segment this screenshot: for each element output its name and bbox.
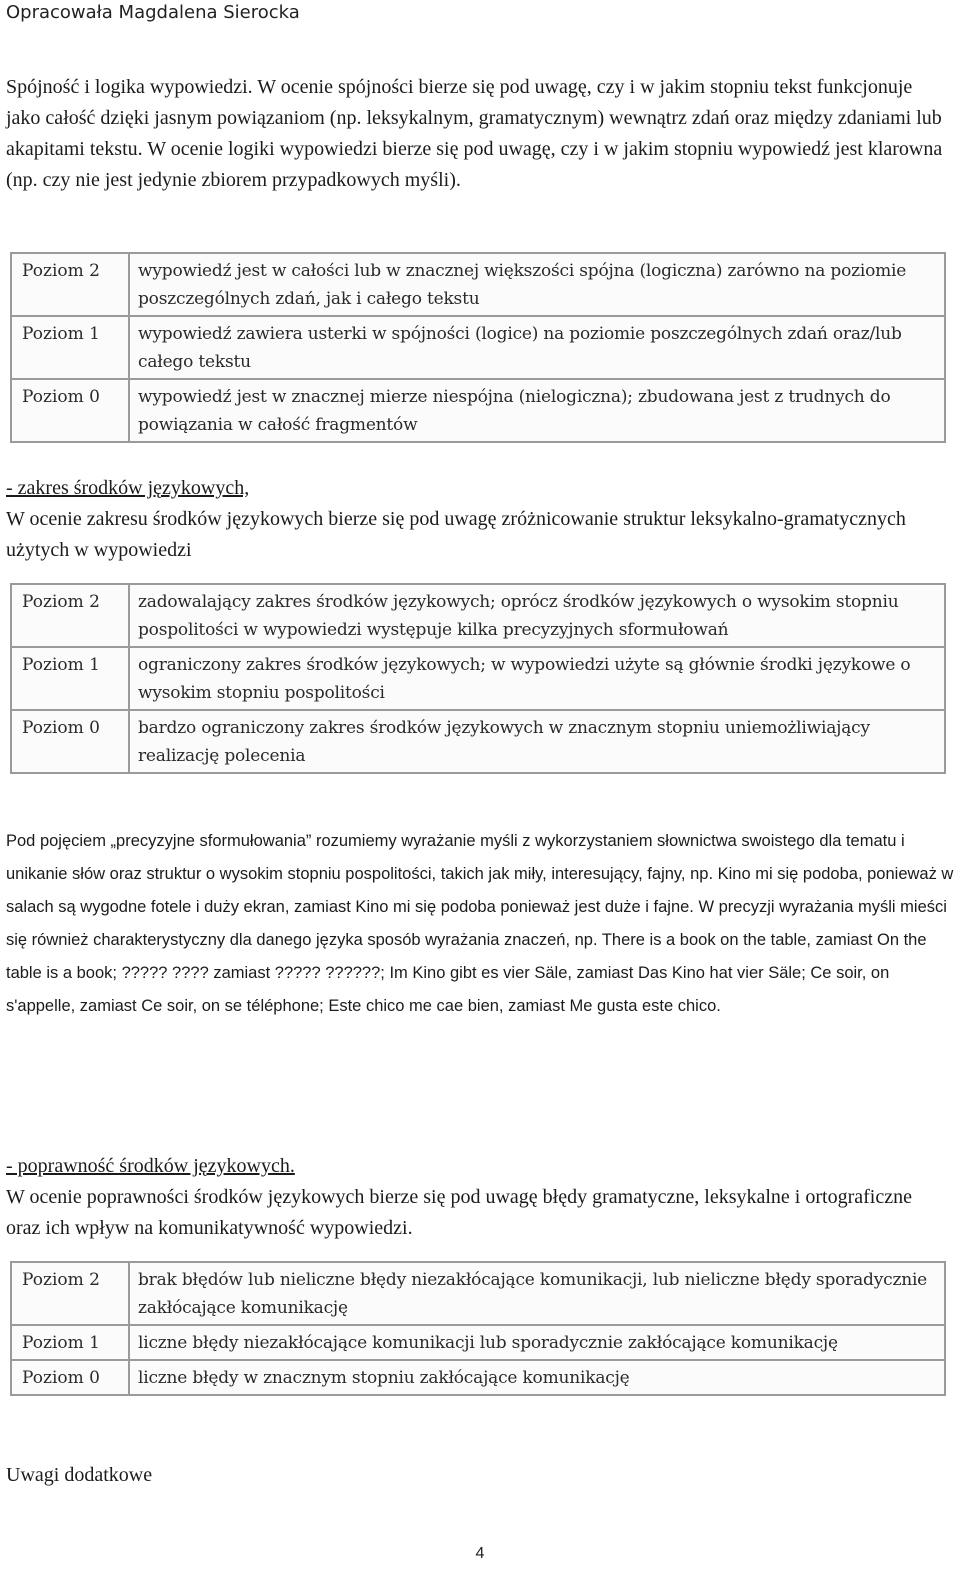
level-description: wypowiedź zawiera usterki w spójności (logice) na poziomie poszczególnych zdań oraz/lub całego tekstu — [129, 316, 945, 379]
table-row — [11, 584, 945, 647]
level-description: liczne błędy w znacznym stopniu zakłócające komunikację — [129, 1360, 945, 1395]
range-section — [6, 473, 951, 566]
correctness-section-title: - poprawność środków językowych. — [6, 1155, 295, 1177]
level-label: Poziom 2 — [11, 584, 129, 647]
level-description: wypowiedź jest w znacznej mierze niespójna (nielogiczna); zbudowana jest z trudnych do powiązania w całość fragmentów — [129, 379, 945, 442]
correctness-paragraph: W ocenie poprawności środków językowych bierze się pod uwagę błędy gramatyczne, leksykalne i ortograficzne oraz ich wpływ na komunikatywność wypowiedzi. — [6, 1186, 912, 1239]
table-row — [11, 1262, 945, 1325]
table-row — [11, 379, 945, 442]
range-paragraph: W ocenie zakresu środków językowych bierze się pod uwagę zróżnicowanie struktur leksykalno-gramatycznych użytych w wypowiedzi — [6, 508, 906, 561]
level-label: Poziom 1 — [11, 316, 129, 379]
range-criteria-table — [10, 583, 946, 774]
level-label: Poziom 1 — [11, 1325, 129, 1360]
level-description: liczne błędy niezakłócające komunikacji lub sporadycznie zakłócające komunikację — [129, 1325, 945, 1360]
level-description: brak błędów lub nieliczne błędy niezakłócające komunikacji, lub nieliczne błędy sporadycznie zakłócające komunikację — [129, 1262, 945, 1325]
level-description: wypowiedź jest w całości lub w znacznej większości spójna (logiczna) zarówno na poziomie poszczególnych zdań, jak i całego tekstu — [129, 253, 945, 316]
level-label: Poziom 2 — [11, 1262, 129, 1325]
table-row — [11, 316, 945, 379]
precision-paragraph: Pod pojęciem „precyzyjne sformułowania” rozumiemy wyrażanie myśli z wykorzystaniem słownictwa swoistego dla tematu i unikanie słów oraz struktur o wysokim stopniu pospolitości, takich jak miły, interesujący, fajny, np. Kino mi się podoba, ponieważ w salach są wygodne fotele i duży ekran, zamiast Kino mi się podoba ponieważ jest duże i fajne. W precyzji wyrażania myśli mieści się również charakterystyczny dla danego języka sposób wyrażania znaczeń, np. There is a book on the table, zamiast On the table is a book; ????? ???? zamiast ????? ??????; Im Kino gibt es vier Säle, zamiast Das Kino hat vier Säle; Ce soir, on s'appelle, zamiast Ce soir, on se téléphone; Este chico me cae bien, zamiast Me gusta este chico. — [6, 832, 954, 1015]
level-label: Poziom 0 — [11, 1360, 129, 1395]
correctness-section — [6, 1151, 951, 1244]
page-number: 4 — [475, 1545, 485, 1562]
level-description: ograniczony zakres środków językowych; w wypowiedzi użyte są głównie środki językowe o wysokim stopniu pospolitości — [129, 647, 945, 710]
level-description: zadowalający zakres środków językowych; oprócz środków językowych o wysokim stopniu pospolitości w wypowiedzi występuje kilka precyzyjnych sformułowań — [129, 584, 945, 647]
correctness-criteria-table — [10, 1261, 946, 1396]
level-label: Poziom 1 — [11, 647, 129, 710]
table-row — [11, 1325, 945, 1360]
table-row — [11, 647, 945, 710]
range-section-title: - zakres środków językowych, — [6, 477, 250, 499]
table-row — [11, 1360, 945, 1395]
level-description: bardzo ograniczony zakres środków językowych w znacznym stopniu uniemożliwiający realizację polecenia — [129, 710, 945, 773]
table-row — [11, 710, 945, 773]
coherence-criteria-table — [10, 252, 946, 443]
additional-notes-heading: Uwagi dodatkowe — [6, 1464, 153, 1486]
level-label: Poziom 0 — [11, 710, 129, 773]
level-label: Poziom 0 — [11, 379, 129, 442]
coherence-paragraph: Spójność i logika wypowiedzi. W ocenie spójności bierze się pod uwagę, czy i w jakim stopniu tekst funkcjonuje jako całość dzięki jasnym powiązaniom (np. leksykalnym, gramatycznym) wewnątrz zdań oraz między zdaniami lub akapitami tekstu. W ocenie logiki wypowiedzi bierze się pod uwagę, czy i w jakim stopniu wypowiedź jest klarowna (np. czy nie jest jedynie zbiorem przypadkowych myśli). — [6, 76, 943, 191]
table-row — [11, 253, 945, 316]
level-label: Poziom 2 — [11, 253, 129, 316]
page-header-author: Opracowała Magdalena Sierocka — [6, 2, 300, 23]
